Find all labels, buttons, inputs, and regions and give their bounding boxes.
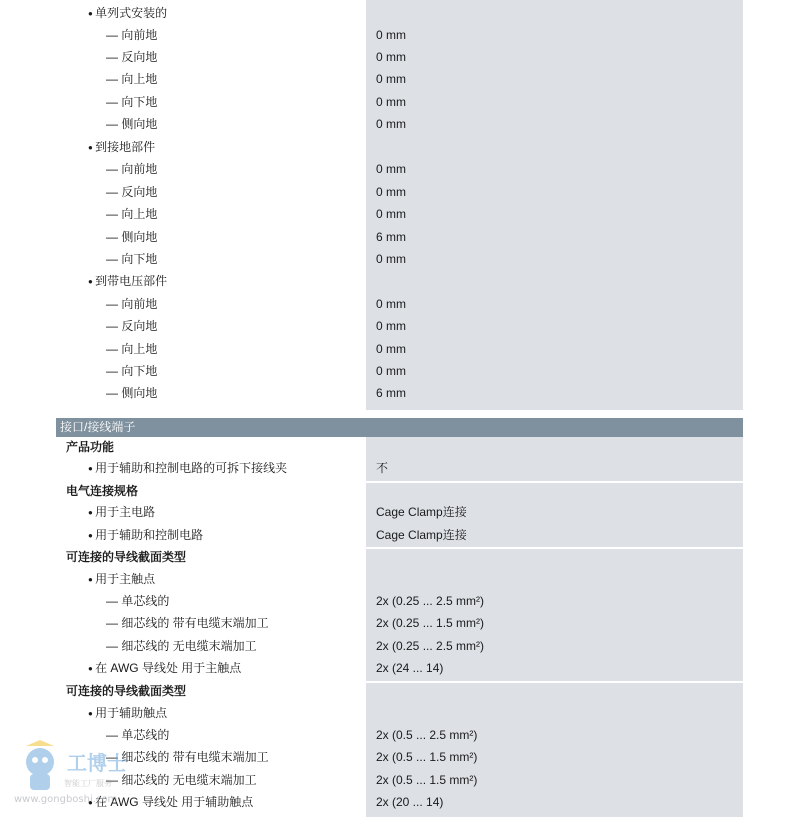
spec-value: 2x (0.5 ... 1.5 mm²) — [376, 773, 478, 787]
spec-row — [0, 315, 800, 337]
spec-value: 2x (24 ... 14) — [376, 661, 444, 675]
spec-label: — 向前地 — [106, 293, 157, 315]
spec-label: — 向上地 — [106, 338, 157, 360]
spec-value: 0 mm — [376, 185, 406, 199]
subsection-heading — [0, 480, 800, 502]
spec-row — [0, 46, 800, 68]
spec-value: Cage Clamp连接 — [376, 528, 467, 542]
spec-row — [0, 293, 800, 315]
spec-value: 0 mm — [376, 207, 406, 221]
spec-label: — 反向地 — [106, 181, 157, 203]
spec-label: ● 用于辅助和控制电路 — [88, 524, 203, 547]
spec-label: — 细芯线的 带有电缆末端加工 — [106, 746, 269, 768]
spec-label: — 向下地 — [106, 91, 157, 113]
spec-value: 2x (0.25 ... 2.5 mm²) — [376, 594, 485, 608]
spec-row — [0, 590, 800, 612]
spec-label: ● 用于主电路 — [88, 501, 155, 524]
spec-label: — 单芯线的 — [106, 724, 169, 746]
spec-row — [0, 68, 800, 90]
spec-row — [0, 248, 800, 270]
spec-row — [0, 24, 800, 46]
spec-value: 不 — [376, 461, 389, 475]
robot-mascot-icon — [12, 732, 162, 812]
group-heading — [0, 702, 800, 724]
spec-value: 2x (0.25 ... 2.5 mm²) — [376, 639, 485, 653]
spec-label: — 侧向地 — [106, 382, 157, 404]
spec-row — [0, 612, 800, 634]
group-label: ● 用于辅助触点 — [88, 702, 167, 725]
group-heading — [0, 2, 800, 24]
subsection-heading — [0, 436, 800, 458]
subsection-heading — [0, 680, 800, 702]
spec-value: 0 mm — [376, 50, 406, 64]
spec-row — [0, 382, 800, 404]
spec-row — [0, 181, 800, 203]
group-heading — [0, 568, 800, 590]
spec-row — [0, 360, 800, 382]
subsection-title: 电气连接规格 — [66, 484, 139, 498]
spec-label: — 向上地 — [106, 68, 157, 90]
spec-value: 0 mm — [376, 72, 406, 86]
spec-value: 0 mm — [376, 364, 406, 378]
spec-value: 0 mm — [376, 297, 406, 311]
spec-value: 0 mm — [376, 252, 406, 266]
spec-label: — 向下地 — [106, 248, 157, 270]
spec-row — [0, 226, 800, 248]
spec-row — [0, 158, 800, 180]
spec-value: 6 mm — [376, 230, 406, 244]
spec-value: 2x (0.5 ... 2.5 mm²) — [376, 728, 478, 742]
watermark-tagline: 智能工厂服务 — [64, 779, 112, 788]
watermark-logo — [12, 732, 162, 812]
spec-value: 0 mm — [376, 342, 406, 356]
spec-label: — 细芯线的 无电缆末端加工 — [106, 635, 257, 657]
spec-label: ● 在 AWG 导线处 用于主触点 — [88, 657, 241, 680]
spec-value: 6 mm — [376, 386, 406, 400]
subsection-title: 产品功能 — [66, 440, 115, 454]
spec-value: 0 mm — [376, 117, 406, 131]
spec-row — [0, 457, 800, 479]
spec-label: — 细芯线的 带有电缆末端加工 — [106, 612, 269, 634]
section-title: 接口/接线端子 — [60, 420, 136, 434]
spec-label: — 反向地 — [106, 46, 157, 68]
spec-label: — 向上地 — [106, 203, 157, 225]
spec-value: 0 mm — [376, 319, 406, 333]
spec-label: — 向下地 — [106, 360, 157, 382]
group-heading — [0, 136, 800, 158]
spec-value: 0 mm — [376, 28, 406, 42]
group-heading — [0, 270, 800, 292]
spec-label: ● 用于辅助和控制电路的可拆下接线夹 — [88, 457, 287, 480]
watermark-url: www.gongboshi.com — [14, 794, 118, 805]
spec-label: — 反向地 — [106, 315, 157, 337]
spec-row — [0, 203, 800, 225]
spec-label: ● 在 AWG 导线处 用于辅助触点 — [88, 791, 253, 814]
spec-label: — 向前地 — [106, 24, 157, 46]
group-label: ● 到接地部件 — [88, 136, 155, 159]
spec-value: 0 mm — [376, 95, 406, 109]
spec-label: — 侧向地 — [106, 226, 157, 248]
spec-row — [0, 501, 800, 523]
spec-value: 2x (0.5 ... 1.5 mm²) — [376, 750, 478, 764]
spec-value: 2x (0.25 ... 1.5 mm²) — [376, 616, 485, 630]
spec-label: — 细芯线的 无电缆末端加工 — [106, 769, 257, 791]
spec-row — [0, 657, 800, 679]
spec-value: 0 mm — [376, 162, 406, 176]
subsection-heading — [0, 546, 800, 568]
spec-value: Cage Clamp连接 — [376, 505, 467, 519]
spec-row — [0, 524, 800, 546]
watermark-brand: 工博士 — [67, 751, 127, 775]
subsection-title: 可连接的导线截面类型 — [66, 550, 187, 564]
spec-row — [0, 338, 800, 360]
spec-label: — 向前地 — [106, 158, 157, 180]
spec-value: 2x (20 ... 14) — [376, 795, 444, 809]
spec-label: — 侧向地 — [106, 113, 157, 135]
spec-label: — 单芯线的 — [106, 590, 169, 612]
subsection-title: 可连接的导线截面类型 — [66, 684, 187, 698]
group-label: ● 用于主触点 — [88, 568, 155, 591]
spec-row — [0, 113, 800, 135]
group-label: ● 单列式安装的 — [88, 2, 167, 25]
spec-row — [0, 91, 800, 113]
spec-row — [0, 635, 800, 657]
section-title-bar — [56, 418, 743, 437]
group-label: ● 到带电压部件 — [88, 270, 167, 293]
